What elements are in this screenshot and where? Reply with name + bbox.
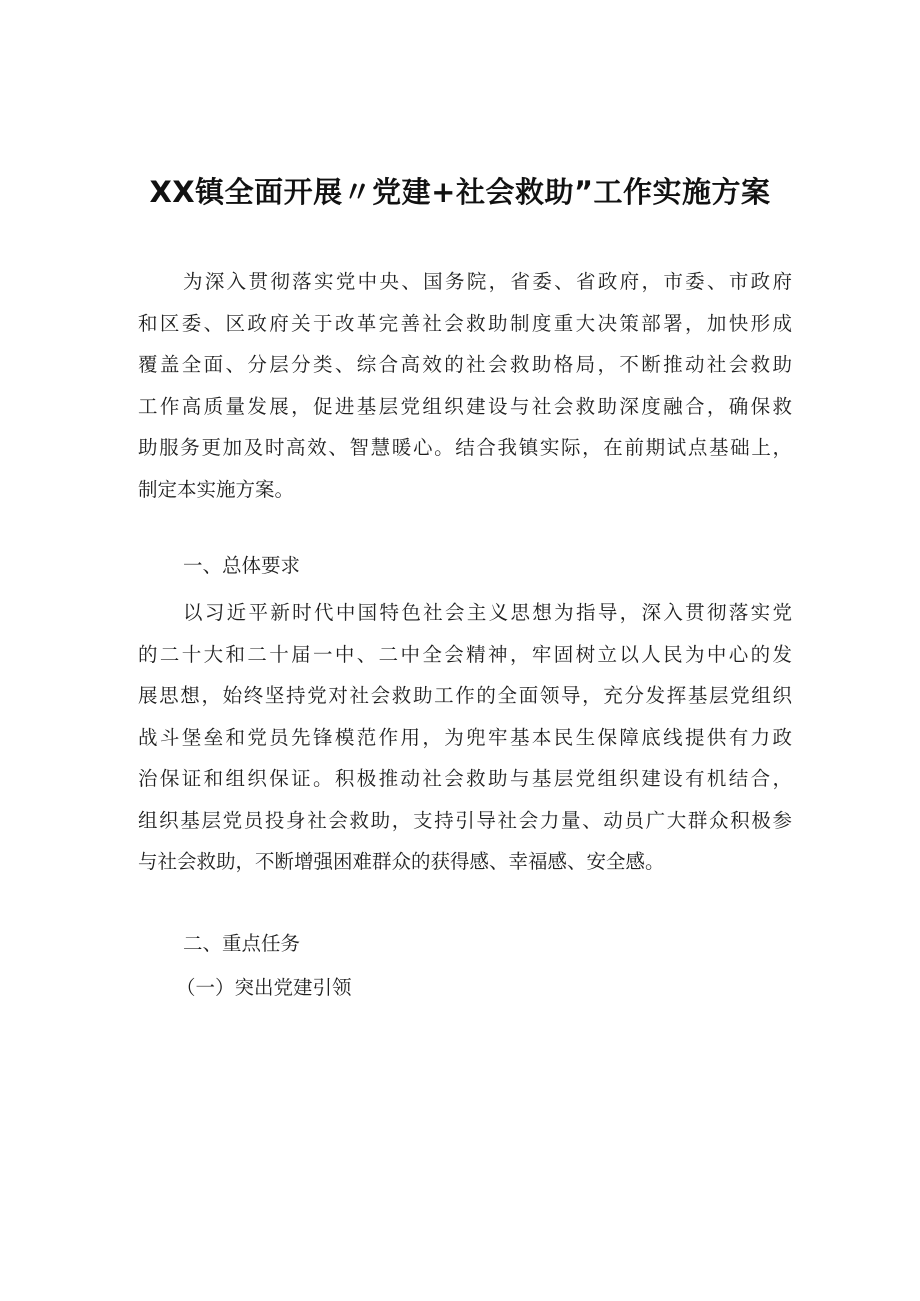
section-heading: 一、总体要求: [183, 554, 301, 577]
paragraph-line: 和区委、区政府关于改革完善社会救助制度重大决策部署，加快形成: [138, 311, 792, 335]
paragraph-line: 为深入贯彻落实党中央、国务院，省委、省政府，市委、市政府: [183, 270, 792, 293]
document-title: XX镇全面开展〃党建+社会救助”工作实施方案: [149, 175, 771, 209]
paragraph-line: 组织基层党员投身社会救助，支持引导社会力量、动员广大群众积极参: [138, 808, 792, 832]
paragraph-line: 助服务更加及时高效、智慧暖心。结合我镇实际，在前期试点基础上，: [138, 436, 792, 459]
paragraph-line: 战斗堡垒和党员先锋模范作用，为兜牢基本民生保障底线提供有力政: [138, 725, 792, 749]
section-heading: 二、重点任务: [183, 932, 301, 955]
paragraph-line: 覆盖全面、分层分类、综合高效的社会救助格局，不断推动社会救助: [138, 353, 792, 376]
paragraph-line: 展思想，始终坚持党对社会救助工作的全面领导，充分发挥基层党组织: [138, 684, 792, 707]
paragraph-line: 与社会救助，不断增强困难群众的获得感、幸福感、安全感。: [138, 850, 665, 873]
section1-paragraph: [138, 592, 792, 883]
paragraph-line: 以习近平新时代中国特色社会主义思想为指导，深入贯彻落实党: [183, 601, 792, 624]
paragraph-line: 工作高质量发展，促进基层党组织建设与社会救助深度融合，确保救: [138, 394, 792, 418]
paragraph-line: 治保证和组织保证。积极推动社会救助与基层党组织建设有机结合，: [138, 767, 792, 790]
subsection-heading: （一）突出党建引领: [176, 976, 352, 999]
paragraph-line: 制定本实施方案。: [138, 477, 295, 501]
paragraph-line: 的二十大和二十届一中、二中全会精神，牢固树立以人民为中心的发: [138, 642, 792, 666]
intro-paragraph: [138, 261, 792, 510]
